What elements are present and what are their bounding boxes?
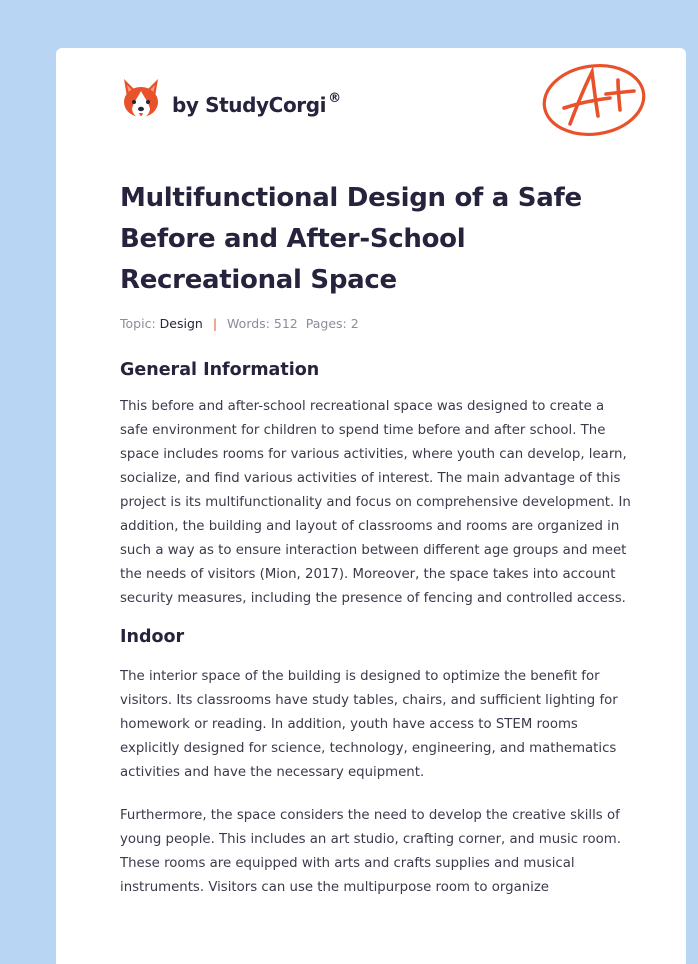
paragraph-indoor-2: Furthermore, the space considers the need to develop the creative skills of young people. This includes an art studio, crafting corner, and music room. These rooms are equipped with arts and crafts supplies and musical instruments. Visitors can use the multipurpose room to organize xyxy=(120,808,621,895)
page-header xyxy=(56,48,686,158)
pages-label: Pages: xyxy=(305,315,347,331)
words-label: Words: xyxy=(227,315,270,331)
document-title: Multifunctional Design of a Safe Before and After-School Recreational Space xyxy=(120,183,582,295)
paragraph-general-information: This before and after-school recreational space was designed to create a safe environment for children to spend time before and after school. The space includes rooms for various activities, where youth can develop, learn, socialize, and find various activities of interest. The main advantage of this project is its multifunctionality and focus on comprehensive development. In addition, the building and layout of classrooms and rooms are organized in such a way as to ensure interaction between different age groups and meet the needs of visitors (Mion, 2017). Moreover, the space takes into account security measures, including the presence of fencing and controlled access. xyxy=(120,399,631,606)
topic-label: Topic: xyxy=(120,315,156,331)
section-heading-general-information: General Information xyxy=(120,360,320,380)
pages-count: 2 xyxy=(350,315,359,331)
paragraph-indoor-1: The interior space of the building is designed to optimize the benefit for visitors. Its classrooms have study tables, chairs, and sufficient lighting for homework or reading. In addition, youth have access to STEM rooms explicitly designed for science, technology, engineering, and mathematics activities and have the necessary equipment. xyxy=(120,669,618,780)
a-plus-grade-icon xyxy=(536,58,648,138)
studycorgi-logo[interactable] xyxy=(120,74,341,124)
brand-name: by StudyCorgi ® xyxy=(172,91,341,117)
topic-link[interactable]: Design xyxy=(159,315,203,331)
corgi-icon xyxy=(120,75,162,123)
document-page xyxy=(56,48,686,964)
meta-separator: | xyxy=(212,315,218,331)
document-meta xyxy=(120,314,632,332)
document-content xyxy=(120,178,632,900)
words-count: 512 xyxy=(273,315,298,331)
registered-mark: ® xyxy=(328,91,341,106)
section-heading-indoor: Indoor xyxy=(120,627,185,647)
